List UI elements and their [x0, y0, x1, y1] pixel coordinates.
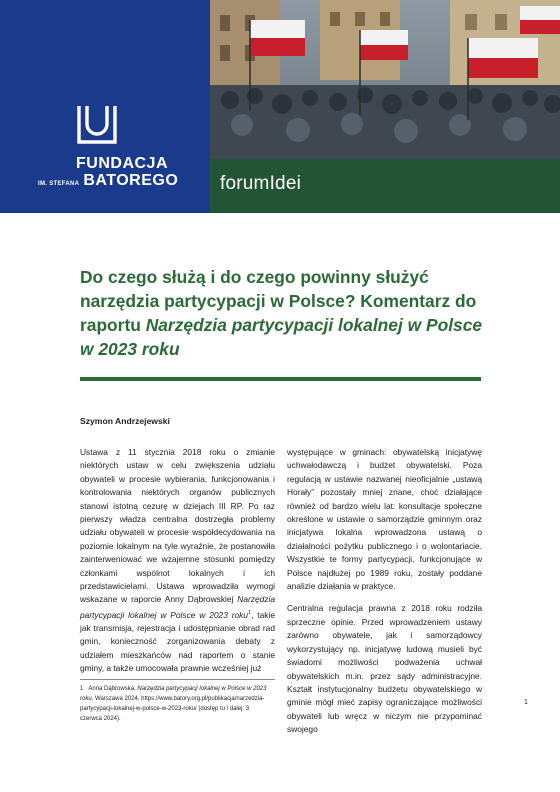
title-italic: Narzędzia partycypacji lokalnej w Polsce w 2023 roku: [80, 315, 483, 359]
title-plain: Do czego służą i do czego powinny służyć narzędzia partycypacji w Polsce? Komentarz do raportu: [80, 267, 477, 335]
logo-subtitle: IM. STEFANA: [38, 181, 80, 187]
left-p1-start: Ustawa z 11 stycznia 2018 roku o zmianie niektórych ustaw w celu zwiększenia udziału obywateli w procesie wybierania, funkcjonowania i kontrolowania niektórych organów publicznych stanowi istotną cezurę w dziejach III RP. Po raz pierwszy władza centralna dostrzegła problemy udziału obywateli w procesie współdecydowania na poziomie lokalnym na tyle wyraźnie, że postanowiła zainterweniować we wzajemne stosunki pomiędzy członkami wspólnot lokalnych i ich przedstawicielami. Ustawa wprowadziła wymogi wskazane w raporcie Anny Dąbrowskiej: [80, 447, 275, 605]
right-paragraph-2: Centralna regulacja prawna z 2018 roku rodziła sprzeczne opinie. Przed wprowadzeniem ustawy zarówno obywatele, jak i samorządowcy wykorzystujący np. inicjatywę ludową musieli być świadomi możliwości podważenia uchwał obywatelskich m.in. przez sądy administracyjne. Kształt instytucjonalny budżetu obywatelskiego w gminie mógł mieć zapisy ograniczające możliwości obywateli lub wręcz w niczym nie przypominać swojego: [287, 603, 482, 735]
author-name: Szymon Andrzejewski: [80, 416, 170, 426]
header-banner: [0, 0, 560, 213]
left-p1-italic: Narzędzia partycypacji lokalnej w Polsce w 2023 roku: [80, 594, 275, 620]
left-p1-end: , takie jak transmisja, rejestracja i udostępnianie obrad rad gmin, konieczność zorganizowania debaty z udziałem mieszkańców nad raportem o stanie gminy, a także umocowała prawnie wcześniej już: [80, 609, 275, 674]
left-paragraph: [80, 446, 275, 676]
footnote-author: Anna Dąbrowska,: [88, 686, 138, 692]
forum-idei-label: forumIdei: [220, 173, 302, 194]
logo-line-fundacja: FUNDACJA: [76, 155, 168, 172]
title-rule: [80, 377, 481, 381]
footnote-rule: [80, 679, 275, 680]
footnote-italic: Narzędzia partycypacji lokalnej w Polsce w 2023 roku: [80, 686, 267, 702]
logo-line-batorego: [38, 172, 178, 190]
document-title: [80, 265, 500, 361]
footnote: [80, 684, 270, 724]
right-column: [287, 446, 482, 746]
foundation-brand-panel: [0, 0, 210, 213]
left-column: [80, 446, 275, 685]
footnote-ref[interactable]: 1: [248, 609, 252, 616]
right-paragraph-1: występujące w gminach: obywatelską inicjatywę uchwałodawczą i budżet obywatelski. Poza regulacją w ustawie nazwanej nieoficjalnie „ustawą Horały” pozostały mniej znane, choć działające również od bardzo wielu lat: konsultacje społeczne określone w ustawie o samorządzie gminnym oraz inicjatywa lokalna wprowadzona ustawą o działalności pożytku publicznego i o wolontariacie. Wszystkie te formy partycypacji, funkcjonujące w Polsce najdłużej po 1989 roku, zostały poddane analizie działania w praktyce.: [287, 447, 482, 592]
footnote-rest: , Warszawa 2024, https://www.batory.org.pl/publikacja/narzedzia-partycypacji-lokalnej-w-polsce-w-2023-roku/ (dostęp tu i dalej: 3 czerwca 2024).: [80, 696, 265, 722]
foundation-logo-icon: [76, 104, 118, 146]
forum-idei-band: [210, 159, 560, 213]
page-number: 1: [524, 699, 528, 706]
footnote-number: 1: [80, 686, 84, 692]
logo-name-batorego: BATOREGO: [83, 172, 179, 189]
